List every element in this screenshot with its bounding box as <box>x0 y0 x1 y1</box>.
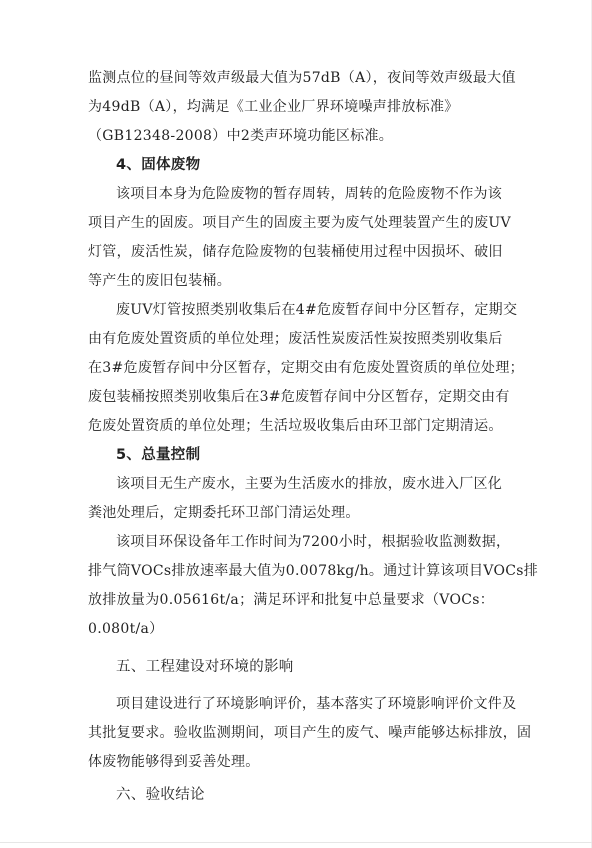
wastewater-paragraph-line-2: 粪池处理后，定期委托环卫部门清运处理。 <box>88 505 360 521</box>
heading-total-control: 5、总量控制 <box>116 447 201 463</box>
vocs-paragraph-line-3: 放排放量为0.05616t/a；满足环评和批复中总量要求（VOCs： <box>88 592 495 608</box>
noise-paragraph-line-2: 为49dB（A），均满足《工业企业厂界环境噪声排放标准》 <box>88 99 459 115</box>
heading-section-six: 六、验收结论 <box>116 787 205 803</box>
disposal-paragraph-line-4: 废包装桶按照类别收集后在3#危废暂存间中分区暂存，定期交由有 <box>88 389 510 405</box>
noise-paragraph-line-1: 监测点位的昼间等效声级最大值为57dB（A），夜间等效声级最大值 <box>88 70 516 86</box>
disposal-paragraph-line-3: 在3#危废暂存间中分区暂存，定期交由有危废处置资质的单位处理； <box>88 360 524 376</box>
impact-paragraph-line-3: 体废物能够得到妥善处理。 <box>88 754 260 770</box>
solid-waste-paragraph-line-2: 项目产生的固废。项目产生的固废主要为废气处理装置产生的废UV <box>88 215 511 231</box>
wastewater-paragraph-line-1: 该项目无生产废水，主要为生活废水的排放，废水进入厂区化 <box>116 476 503 492</box>
disposal-paragraph-line-1: 废UV灯管按照类别收集后在4#危废暂存间中分区暂存，定期交 <box>116 302 518 318</box>
heading-solid-waste: 4、固体废物 <box>116 157 201 173</box>
solid-waste-paragraph-line-3: 灯管，废活性炭，储存危险废物的包装桶使用过程中因损坏、破旧 <box>88 244 503 260</box>
disposal-paragraph-line-2: 由有危废处置资质的单位处理；废活性炭废活性炭按照类别收集后 <box>88 331 503 347</box>
noise-paragraph-line-3: （GB12348-2008）中2类声环境功能区标准。 <box>88 128 394 144</box>
heading-section-five: 五、工程建设对环境的影响 <box>116 659 294 675</box>
solid-waste-paragraph-line-1: 该项目本身为危险废物的暂存周转，周转的危险废物不作为该 <box>116 186 503 202</box>
page-bottom-edge <box>0 842 592 843</box>
vocs-paragraph-line-1: 该项目环保设备年工作时间为7200小时，根据验收监测数据， <box>116 534 511 550</box>
impact-paragraph-line-1: 项目建设进行了环境影响评价，基本落实了环境影响评价文件及 <box>116 696 517 712</box>
solid-waste-paragraph-line-4: 等产生的废旧包装桶。 <box>88 273 231 289</box>
vocs-paragraph-line-4: 0.080t/a） <box>88 621 164 637</box>
vocs-paragraph-line-2: 排气筒VOCs排放速率最大值为0.0078kg/h。通过计算该项目VOCs排 <box>88 563 539 579</box>
impact-paragraph-line-2: 其批复要求。验收监测期间，项目产生的废气、噪声能够达标排放，固 <box>88 725 532 741</box>
disposal-paragraph-line-5: 危废处置资质的单位处理；生活垃圾收集后由环卫部门定期清运。 <box>88 418 503 434</box>
